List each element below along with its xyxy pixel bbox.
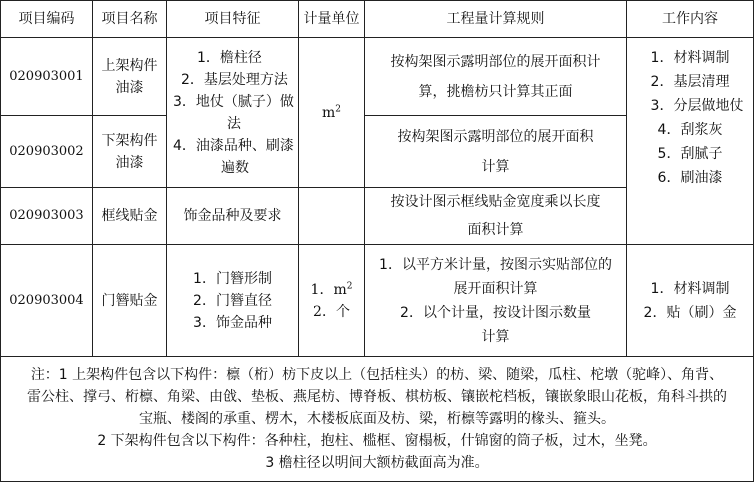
item-features [167, 245, 299, 357]
header-name: 项目名称 [93, 1, 167, 38]
note-line: 雷公柱、撑弓、桁檩、角梁、由戗、垫板、燕尾枋、博脊板、棋枋板、镶嵌柁档板，镶嵌象眼山花板，角科斗拱的 [27, 389, 727, 405]
item-rule [365, 116, 627, 188]
unit-line-text: 1．m [310, 281, 347, 298]
work-line: 3．分层做地仗 [650, 98, 744, 114]
table-row [1, 245, 754, 357]
rule-line: 按构架图示露明部位的展开面积 [397, 128, 594, 145]
item-unit [299, 245, 365, 357]
rule-line: 计算 [481, 158, 510, 175]
item-name [93, 116, 167, 188]
item-name-line: 下架构件 [101, 132, 158, 149]
work-line: 1．材料调制 [650, 50, 730, 66]
rule-line: 面积计算 [467, 222, 524, 238]
feature-line: 遍数 [221, 159, 249, 176]
unit-sup: 2 [346, 280, 353, 291]
shared-work [627, 38, 754, 245]
rule-line: 2．以个计量，按设计图示数量 [400, 304, 591, 321]
header-row [1, 1, 754, 38]
feature-line: 1．门簪形制 [193, 270, 272, 287]
item-rule [365, 38, 627, 116]
feature-line: 法 [227, 115, 241, 132]
item-name-line: 油漆 [115, 79, 144, 96]
header-unit: 计量单位 [299, 1, 365, 38]
note-line: 注：1 上架构件包含以下构件：檩（桁）枋下皮以上（包括柱头）的枋、梁、随梁，瓜柱、柁墩（驼峰）、角背、 [30, 367, 724, 383]
item-code: 020903001 [1, 38, 93, 116]
rule-line: 算，挑檐枋只计算其正面 [418, 83, 573, 100]
item-work [627, 245, 754, 357]
rule-line: 展开面积计算 [453, 280, 538, 297]
rule-line: 计算 [481, 328, 510, 345]
note-line: 2 下架构件包含以下构件：各种柱，抱柱、槛框、窗榻板，什锦窗的筒子板，过木，坐凳。 [97, 433, 657, 449]
unit-base: m [321, 104, 336, 121]
unit-line [299, 279, 364, 301]
notes-cell [1, 357, 754, 482]
unit-line: 2．个 [313, 303, 350, 320]
feature-line: 2．基层处理方法 [181, 71, 288, 88]
feature-line: 2．门簪直径 [193, 292, 272, 309]
item-name [93, 38, 167, 116]
header-code: 项目编码 [1, 1, 93, 38]
shared-features [167, 38, 299, 188]
feature-line: 3．饰金品种 [193, 314, 272, 331]
item-rule [365, 245, 627, 357]
work-line: 1．材料调制 [650, 280, 730, 297]
shared-unit [299, 38, 365, 188]
item-name: 门簪贴金 [93, 245, 167, 357]
item-rule [365, 188, 627, 245]
feature-line: 4．油漆品种、刷漆 [173, 137, 294, 154]
header-feature: 项目特征 [167, 1, 299, 38]
work-line: 2．贴（刷）金 [643, 304, 737, 321]
header-work: 工作内容 [627, 1, 754, 38]
feature-line: 3．地仗（腻子）做 [173, 93, 294, 110]
item-name-line: 油漆 [115, 154, 144, 171]
header-rule: 工程量计算规则 [365, 1, 627, 38]
work-line: 5．刮腻子 [657, 146, 723, 162]
work-line: 4．刮浆灰 [657, 122, 723, 138]
work-line: 6．刷油漆 [657, 170, 723, 186]
rule-line: 按构架图示露明部位的展开面积计 [390, 53, 601, 70]
feature-line: 1．檐柱径 [197, 49, 262, 66]
table-row [1, 38, 754, 116]
item-code: 020903004 [1, 245, 93, 357]
item-name-line: 上架构件 [101, 57, 158, 74]
note-line: 宝瓶、楼阁的承重、楞木，木楼板底面及枋、梁，桁檩等露明的椽头、箍头。 [139, 411, 615, 427]
rule-line: 按设计图示框线贴金宽度乘以长度 [390, 194, 601, 210]
item-feature: 饰金品种及要求 [167, 188, 299, 245]
note-line: 3 檐柱径以明间大额枋截面高为准。 [265, 455, 489, 471]
item-code: 020903003 [1, 188, 93, 245]
work-line: 2．基层清理 [650, 74, 730, 90]
rule-line: 1．以平方米计量，按图示实贴部位的 [379, 256, 612, 273]
notes-row [1, 357, 754, 482]
unit-empty [299, 188, 365, 245]
item-name: 框线贴金 [93, 188, 167, 245]
item-code: 020903002 [1, 116, 93, 188]
unit-sup: 2 [335, 103, 341, 114]
